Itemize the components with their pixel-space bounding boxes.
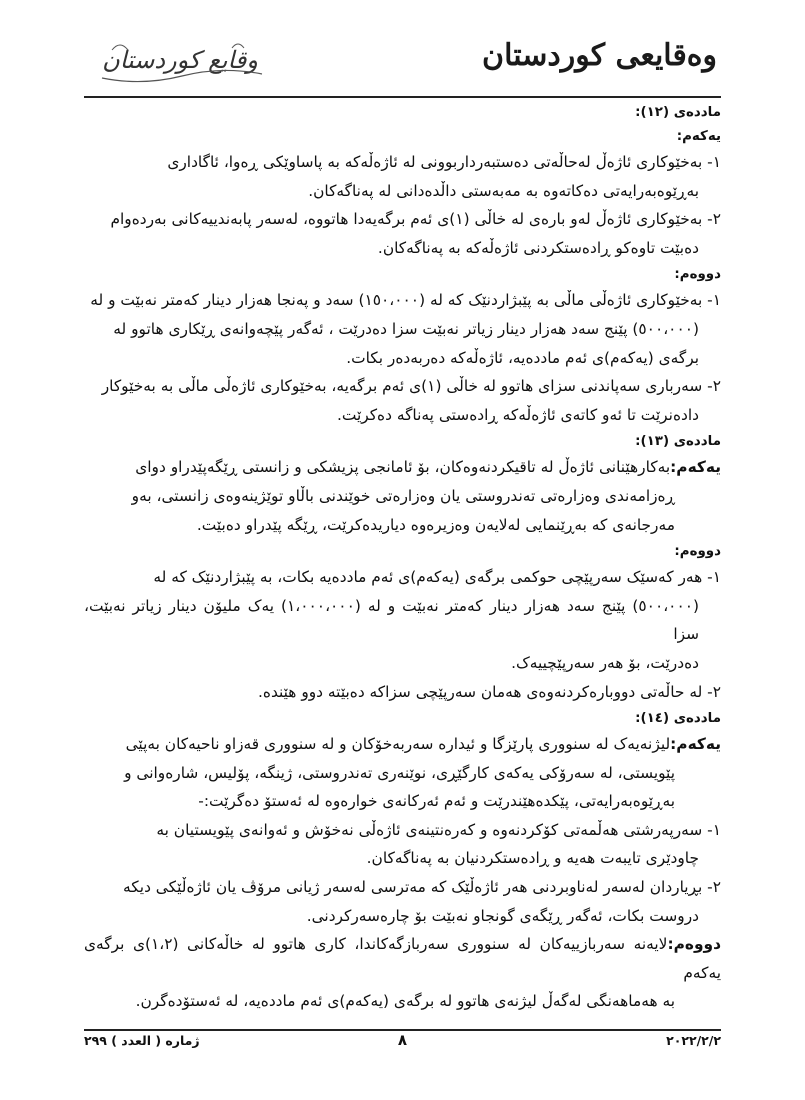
calligraphy-logo: [92, 30, 267, 90]
clause-line: ٢- بڕیاردان لەسەر لەناوبردنی هەر ئاژەڵێک کە مەترسی لەسەر ژیانی مرۆڤ یان ئاژەڵێکی دیکە: [123, 878, 721, 897]
paragraph-text: لیژنەیەک لە سنووری پارێزگا و ئیدارە سەربەخۆکان و لە سنووری قەزاو ناحیەکان بەپێی: [125, 735, 671, 754]
paragraph-line: [84, 930, 721, 987]
clause-line: چاودێری تایبەت هەیە و ڕادەستکردنیان بە پەناگەکان.: [366, 849, 699, 868]
clause-line: ٢- سەرباری سەپاندنی سزای هاتوو لە خاڵی (١)ی ئەم برگەیە، بەخێوکاری ئاژەڵی ماڵی بە بەخێوکار: [101, 377, 721, 396]
header-divider: [84, 96, 721, 98]
numbered-clause: [84, 148, 721, 205]
numbered-clause: [84, 816, 721, 873]
paragraph-line: [84, 453, 721, 482]
issue-number: ژمارە ( العدد ) ٢٩٩: [84, 1033, 200, 1048]
paragraph-lead: یەکەم:: [670, 735, 721, 754]
clause-line: دەدرێت، بۆ هەر سەرپێچییەک.: [511, 653, 699, 672]
section-heading: ماددەی (١٤):: [635, 711, 721, 727]
page-footer: [84, 1033, 721, 1053]
numbered-clause: [84, 678, 721, 707]
issue-date: ٢٠٢٢/٢/٢: [666, 1033, 721, 1048]
numbered-clause: [84, 563, 721, 677]
clause-line: ٢- لە حاڵەتی دووبارەکردنەوەی هەمان سەرپێچی سزاکە دەبێتە دوو هێندە.: [257, 682, 721, 701]
section-heading: یەکەم:: [676, 129, 721, 144]
calligraphy-logo-text: وقایع کوردستان: [102, 46, 258, 74]
clause-line: ٢- بەخێوکاری ئاژەڵ لەو بارەی لە خاڵی (١)ی ئەم برگەیەدا هاتووە، لەسەر پابەندییەکانی بەردەوام: [110, 210, 721, 229]
lead-paragraph: [84, 730, 721, 816]
clause-line: ١- هەر کەسێک سەرپێچی حوکمی برگەی (یەکەم)ی ئەم ماددەیە بکات، بە پێبژاردنێک کە لە: [153, 568, 721, 587]
numbered-clause: [84, 873, 721, 930]
numbered-clause: [84, 286, 721, 372]
clause-line: برگەی (یەکەم)ی ئەم ماددەیە، ئاژەڵەکە دەربەدەر بکات.: [346, 348, 699, 367]
lead-paragraph: [84, 453, 721, 539]
clause-line: بەڕێوەبەرایەتی دەکاتەوە بە مەبەستی داڵدەدانی لە پەناگەکان.: [308, 181, 699, 200]
lead-paragraph: [84, 930, 721, 1016]
numbered-clause: [84, 205, 721, 262]
paragraph-lead: یەکەم:: [670, 458, 721, 477]
clause-line: ١- بەخێوکاری ئاژەڵ لەحاڵەتی دەستبەرداربوونی لە ئاژەڵەکە بە پاساوێکی ڕەوا، ئاگاداری: [167, 153, 721, 171]
clause-line: ١- بەخێوکاری ئاژەڵی ماڵی بە پێبژاردنێک کە لە (١٥٠،٠٠٠) سەد و پەنجا هەزار دینار کەمتر نەبێت و لە: [90, 291, 721, 310]
gazette-title: وەقایعی کوردستان: [482, 38, 717, 73]
paragraph-line: پێویستی، لە سەرۆکی یەکەی کارگێڕی، نوێنەری تەندروستی، ژینگە، پۆلیس، شارەوانی و: [124, 763, 675, 782]
clause-line: دادەنرێت تا ئەو کاتەی ئاژەڵەکە ڕادەستی پەناگە دەکرێت.: [336, 405, 699, 424]
clause-line: دروست بکات، ئەگەر ڕێگەی گونجاو نەبێت بۆ چارەسەرکردنی.: [306, 906, 699, 925]
numbered-clause: [84, 372, 721, 429]
paragraph-line: [84, 730, 721, 759]
clause-line: (٥٠٠،٠٠٠) پێنج سەد هەزار دینار زیاتر نەبێت سزا دەدرێت ، ئەگەر پێچەوانەی ڕێکاری هاتوو لە: [113, 319, 699, 338]
paragraph-line: مەرجانەی کە بەڕێنمایی لەلایەن وەزیرەوە دیاریدەکرێت، ڕێگە پێدراو دەبێت.: [196, 515, 675, 534]
paragraph-text: لایەنە سەربازییەکان لە سنووری سەربازگەکاندا، کاری هاتوو لە خاڵەکانی (١،٢)ی برگەی یەکەم: [84, 935, 721, 982]
clause-line: ١- سەرپەرشتی هەڵمەتی کۆکردنەوە و کەرەنتینەی ئاژەڵی نەخۆش و ئەوانەی پێویستیان بە: [156, 820, 721, 839]
document-body: [84, 100, 721, 1016]
paragraph-line: ڕەزامەندی وەزارەتی تەندروستی یان وەزارەتی خوێندنی باڵاو توێژینەوەی زانستی، بەو: [131, 486, 675, 505]
section-heading: ماددەی (١٢):: [635, 105, 721, 120]
clause-line: دەبێت تاوەکو ڕادەستکردنی ئاژەڵەکە بە پەناگەکان.: [377, 238, 699, 257]
section-heading: دووەم:: [674, 544, 721, 560]
paragraph-line: بە هەماهەنگی لەگەڵ لیژنەی هاتوو لە برگەی (یەکەم)ی ئەم ماددەیە، لە ئەستۆدەگرن.: [135, 992, 675, 1011]
paragraph-line: بەڕێوەبەرایەتی، پێکدەهێندرێت و ئەم ئەرکانەی خوارەوە لە ئەستۆ دەگرێت:-: [198, 792, 675, 811]
paragraph-text: بەکارهێنانی ئاژەڵ لە تاقیکردنەوەکان، بۆ ئامانجی پزیشکی و زانستی ڕێگەپێدراو دوای: [135, 458, 671, 477]
section-heading: دووەم:: [674, 267, 721, 283]
clause-line: (٥٠٠،٠٠٠) پێنج سەد هەزار دینار کەمتر نەبێت و لە (١،٠٠٠،٠٠٠) یەک ملیۆن دینار زیاتر نەبێت، سزا: [84, 596, 699, 644]
section-heading: ماددەی (١٣):: [635, 434, 721, 450]
paragraph-lead: دووەم:: [667, 935, 722, 954]
page-number: ٨: [397, 1031, 408, 1049]
